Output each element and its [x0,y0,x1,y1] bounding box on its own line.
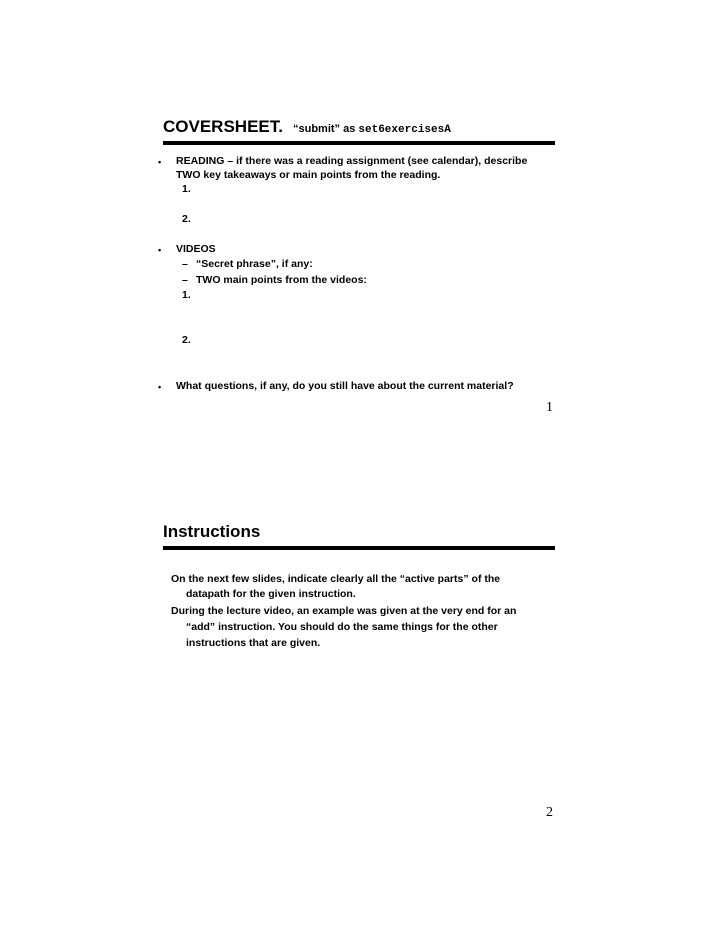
para2-line-1: During the lecture video, an example was given at the very end for an [171,605,517,617]
title-rule-1 [163,141,555,145]
instructions-title: Instructions [163,522,261,541]
reading-item-1: 1. [182,183,191,195]
bullet-reading: • [158,157,162,167]
videos-main-points: TWO main points from the videos: [196,274,367,286]
para2-line-2: “add” instruction. You should do the same things for the other [186,621,498,633]
submit-prefix: “submit” as [292,123,356,135]
para1-line-1: On the next few slides, indicate clearly all the “active parts” of the [171,573,501,585]
page-number-2: 2 [546,805,553,820]
videos-label: VIDEOS [176,243,216,255]
submit-instruction [293,123,451,135]
page-number-1: 1 [546,400,553,415]
bullet-questions: • [158,382,162,392]
questions-text: What questions, if any, do you still have about the current material? [176,380,514,392]
para2-line-3: instructions that are given. [186,637,321,649]
title-rule-2 [163,546,555,550]
reading-line-2: TWO key takeaways or main points from the reading. [176,169,441,181]
dash-1: – [182,258,188,270]
videos-item-1: 1. [182,289,191,301]
videos-secret-phrase: “Secret phrase”, if any: [196,258,313,270]
coversheet-heading: COVERSHEET. [163,117,283,136]
reading-item-2: 2. [182,213,191,225]
coversheet-title [163,117,451,137]
videos-item-2: 2. [182,334,191,346]
reading-line-1: READING – if there was a reading assignment (see calendar), describe [176,155,528,167]
bullet-videos: • [158,245,162,255]
para1-line-2: datapath for the given instruction. [186,588,356,600]
submit-code: set6exercisesA [358,124,451,136]
dash-2: – [182,274,188,286]
